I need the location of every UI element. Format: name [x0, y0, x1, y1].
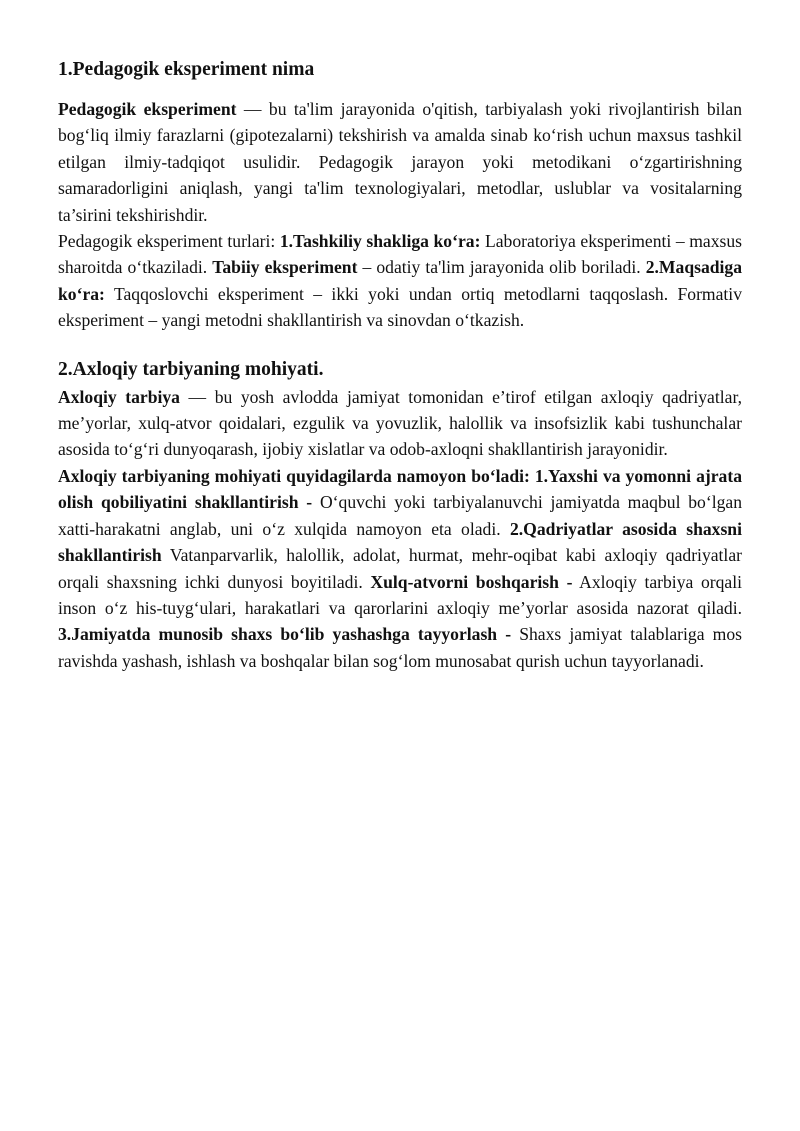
- section-2-definition: [58, 384, 742, 463]
- definition-term: Pedagogik eksperiment: [58, 99, 237, 119]
- types-intro: Pedagogik eksperiment turlari:: [58, 231, 280, 252]
- section-1-definition: [58, 96, 742, 228]
- section-2-essence: [58, 463, 742, 674]
- type-natural-text: – odatiy ta'lim jarayonida olib boriladi.: [357, 257, 646, 278]
- behavior-text: Axloqiy tarbiya orqali inson o‘z his-tuyg‘ulari, harakatlari va qarorlarini axloqiy me’yorlar asosida nazorat qiladi.: [58, 571, 742, 618]
- moral-definition-text: — bu yosh avlodda jamiyat tomonidan e’tirof etilgan axloqiy qadriyatlar, me’yorlar, xulq-atvor qoidalari, ezgulik va yovuzlik, halollik va insofsizlik kabi tushunchalar asosida to‘g‘ri dunyoqarash, ijobiy xislatlar va odob-axloqni shakllantirish jarayonidir.: [58, 386, 742, 460]
- document-page: [58, 56, 742, 674]
- type-org-form-label: 1.Tashkiliy shakliga ko‘ra:: [279, 231, 481, 252]
- essence-point-1-text: O‘quvchi yoki tarbiyalanuvchi jamiyatda maqbul bo‘lgan xatti-harakatni anglab, uni o‘z xulqida namoyon eta oladi.: [58, 492, 742, 539]
- essence-point-3-label: 3.Jamiyatda munosib shaxs bo‘lib yashashga tayyorlash -: [58, 624, 512, 645]
- essence-point-3-text: Shaxs jamiyat talablariga mos ravishda yashash, ishlash va boshqalar bilan sog‘lom munosabat qurish uchun tayyorlanadi.: [58, 624, 742, 671]
- type-purpose-label: 2.Maqsadiga ko‘ra:: [58, 257, 743, 304]
- type-lab-text: Laboratoriya eksperimenti – maxsus sharoitda o‘tkaziladi.: [58, 231, 742, 278]
- type-purpose-text: Taqqoslovchi eksperiment – ikki yoki undan ortiq metodlarni taqqoslash. Formativ eksperiment – yangi metodni shakllantirish va sinovdan o‘tkazish.: [58, 283, 742, 331]
- essence-point-2-text: Vatanparvarlik, halollik, adolat, hurmat, mehr-oqibat kabi axloqiy qadriyatlar orqali shaxsning ichki dunyosi boyitiladi.: [58, 545, 742, 592]
- type-natural-label: Tabiiy eksperiment: [212, 257, 358, 278]
- section-1-types: [58, 228, 742, 334]
- definition-text: — bu ta'lim jarayonida o'qitish, tarbiyalash yoki rivojlantirish bilan bog‘liq ilmiy farazlarni (gipotezalarni) tekshirish va amalda sinab ko‘rish uchun maxsus tashkil etilgan ilmiy-tadqiqot usulidir. Pedagogik jarayon yoki metodikani o‘zgartirishning samaradorligini aniqlash, yangi ta'lim texnologiyalari, metodlar, uslublar va vositalarning ta’sirini tekshirishdir.: [58, 99, 742, 225]
- behavior-label: Xulq-atvorni boshqarish -: [370, 571, 573, 592]
- essence-point-1-label: Axloqiy tarbiyaning mohiyati quyidagilarda namoyon bo‘ladi: 1.Yaxshi va yomonni ajrata olish qobiliyatini shakllantirish -: [58, 465, 742, 513]
- section-1-title: 1.Pedagogik eksperiment nima: [58, 59, 315, 80]
- section-2-title: 2.Axloqiy tarbiyaning mohiyati.: [58, 358, 324, 380]
- moral-term: Axloqiy tarbiya: [58, 386, 180, 407]
- essence-point-2-label: 2.Qadriyatlar asosida shaxsni shakllantirish: [58, 518, 742, 566]
